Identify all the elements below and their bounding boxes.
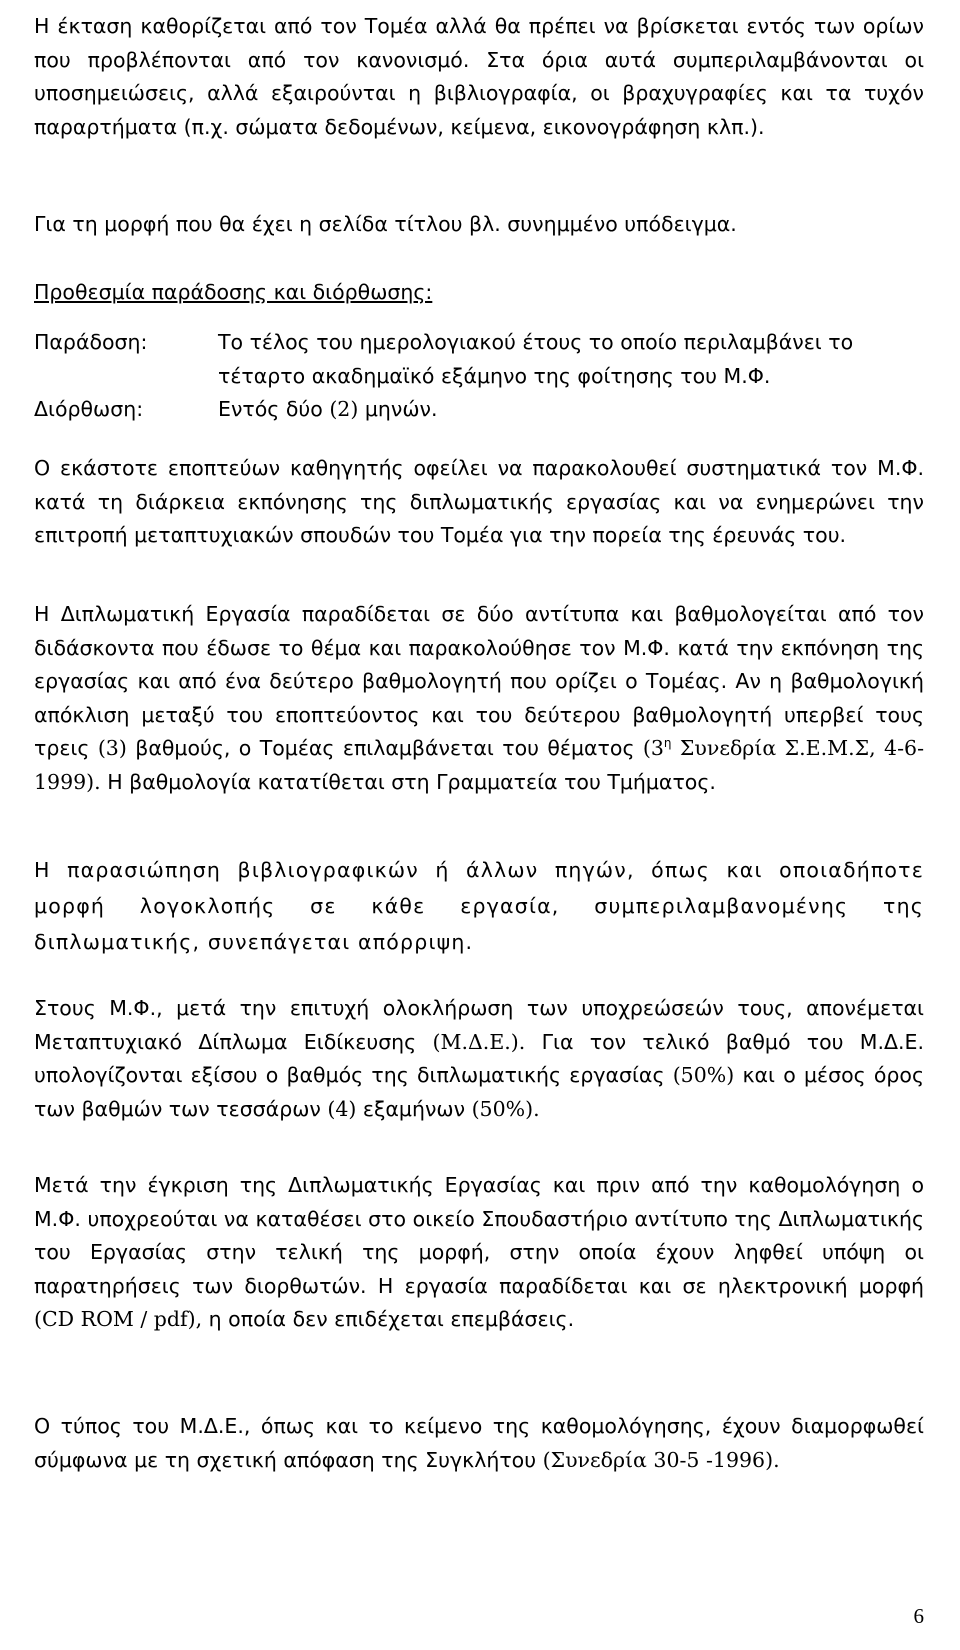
correction-value-c: μηνών. [358,397,438,421]
paragraph-extent-text: Η έκταση καθορίζεται από τον Τομέα αλλά θα πρέπει να βρίσκεται εντός των ορίων που προβλέπονται από τον κανονισμό. Στα όρια αυτά συμπεριλαμβάνονται οι υποσημειώσεις, αλλά εξαιρούνται η βιβλιογραφία, οι βραχυγραφίες και τα τυχόν παραρτήματα (π.χ. σώματα δεδομένων, κείμενα, εικονογράφηση κλπ.). [34,14,924,139]
correction-value-b: (2) [329,397,359,421]
paragraph-extent [34,10,924,144]
paragraph-supervisor-text: Ο εκάστοτε εποπτεύων καθηγητής οφείλει να παρακολουθεί συστηματικά τον Μ.Φ. κατά τη διάρκεια εκπόνησης της διπλωματικής εργασίας και να ενημερώνει την επιτροπή μεταπτυχιακών σπουδών του Τομέα για την πορεία της έρευνάς του. [34,456,924,547]
degree-text-b: (Μ.Δ.Ε.). [432,1029,526,1054]
section-heading [34,276,924,310]
paragraph-submission [34,1169,924,1337]
grading-superscript: η [663,736,672,751]
correction-value [218,393,924,427]
grading-text-b: (3) [97,736,127,760]
paragraph-grading [34,598,924,799]
degree-text-g: εξαμήνων [356,1096,472,1121]
paragraph-template [34,1410,924,1477]
submission-text-c: η οποία δεν επιδέχεται επεμβάσεις. [202,1307,575,1331]
paragraph-plagiarism-text: Η παρασιώπηση βιβλιογραφικών ή άλλων πηγών, όπως και οποιαδήποτε μορφή λογοκλοπής σε κάθε εργασία, συμπεριλαμβανομένης της διπλωματικής, συνεπάγεται απόρριψη. [34,858,924,954]
template-text-a: Ο τύπος του Μ.Δ.Ε., όπως και το κείμενο της καθομολόγησης, έχουν διαμορφωθεί σύμφωνα με τη σχετική απόφαση της Συγκλήτου [34,1414,924,1472]
paragraph-plagiarism [34,852,924,960]
grading-text-c: βαθμούς, ο Τομέας επιλαμβάνεται του θέματος [126,736,643,760]
correction-value-a: Εντός δύο [218,397,330,421]
grading-text-e: Συνεδρία Σ.Ε.Μ.Σ, 4-6-1999). [34,736,924,794]
deadline-heading: Προθεσμία παράδοσης και διόρθωσης: [34,280,433,304]
submission-text-a: Μετά την έγκριση της Διπλωματικής Εργασίας και πριν από την καθομολόγηση ο Μ.Φ. υποχρεούται να καταθέσει στο οικείο Σπουδαστήριο αντίτυπο της Διπλωματικής του Εργασίας στην τελική της μορφή, στην οποία έχουν ληφθεί υπόψη οι παρατηρήσεις των διορθωτών. Η εργασία παραδίδεται και σε ηλεκτρονική μορφή [34,1173,924,1298]
page-number: 6 [913,1604,924,1628]
grading-text-d: (3 [642,736,664,760]
correction-row [34,393,924,427]
template-text-b: (Συνεδρία 30-5 -1996). [542,1447,780,1472]
degree-text-f: (4) [327,1096,357,1121]
degree-text-d: (50%) [672,1063,735,1087]
paragraph-title-page-text: Για τη μορφή που θα έχει η σελίδα τίτλου βλ. συνημμένο υπόδειγμα. [34,212,737,236]
paragraph-supervisor [34,452,924,553]
degree-text-e: και ο μέσος όρος των βαθμών των τεσσάρων [34,1063,924,1121]
degree-text-h: (50%). [471,1096,540,1121]
submission-text-b: (CD ROM / pdf), [34,1307,203,1331]
delivery-row [34,326,924,393]
delivery-label: Παράδοση: [34,330,148,354]
delivery-value: Το τέλος του ημερολογιακού έτους το οποίο περιλαμβάνει το τέταρτο ακαδημαϊκό εξάμηνο της φοίτησης του Μ.Φ. [218,330,854,388]
paragraph-degree [34,992,924,1126]
paragraph-title-page [34,208,924,242]
grading-text-a: Η Διπλωματική Εργασία παραδίδεται σε δύο αντίτυπα και βαθμολογείται από τον διδάσκοντα που έδωσε το θέμα και παρακολούθησε τον Μ.Φ. κατά την εκπόνηση της εργασίας και από ένα δεύτερο βαθμολογητή που ορίζει ο Τομέας. Αν η βαθμολογική απόκλιση μεταξύ του εποπτεύοντος και του δεύτερου βαθμολογητή υπερβεί τους τρεις [34,602,924,760]
grading-text-f: Η βαθμολογία κατατίθεται στη Γραμματεία του Τμήματος. [100,769,716,794]
correction-label: Διόρθωση: [34,397,144,421]
degree-text-a: Στους Μ.Φ., μετά την επιτυχή ολοκλήρωση των υποχρεώσεών τους, απονέμεται Μεταπτυχιακό Δίπλωμα Ειδίκευσης [34,996,924,1054]
degree-text-c: Για τον τελικό βαθμό του Μ.Δ.Ε. υπολογίζονται εξίσου ο βαθμός της διπλωματικής εργασίας [34,1029,925,1087]
